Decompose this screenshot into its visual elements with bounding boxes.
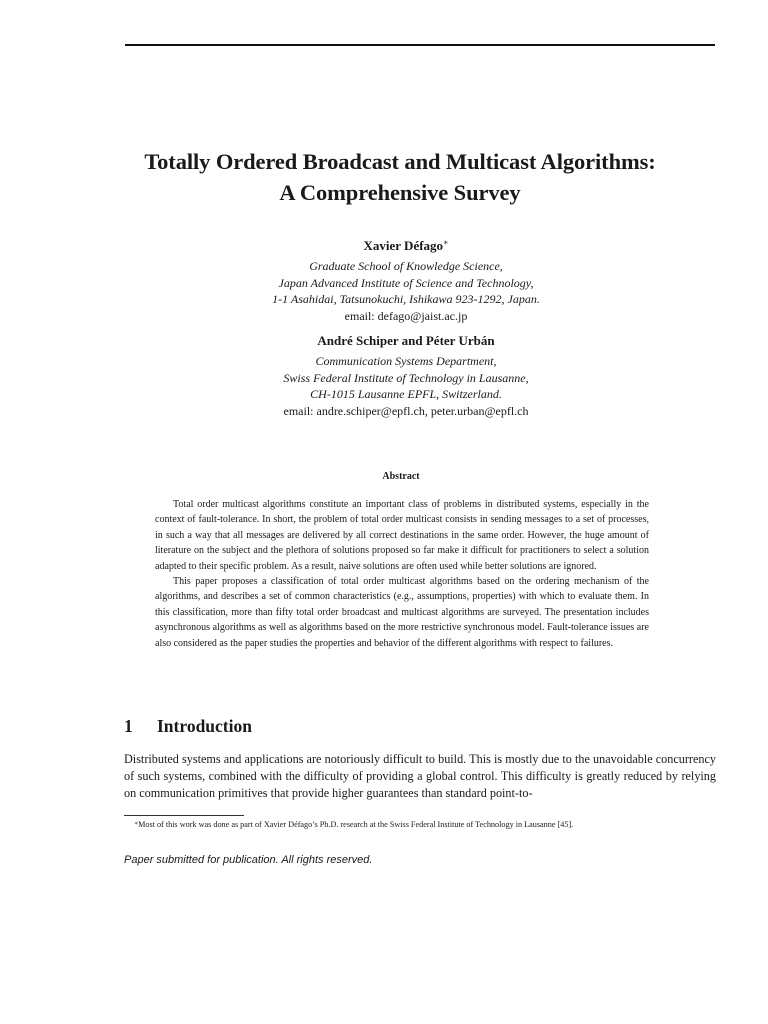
footnote-mark: ∗ <box>134 821 139 827</box>
abstract-body <box>155 497 649 651</box>
abstract-heading: Abstract <box>382 471 420 482</box>
abstract-paragraph-1: Total order multicast algorithms constitute an important class of problems in distributed systems, especially in the context of fault-tolerance. In short, the problem of total order multicast consists in sending messages to a set of processes, in such a way that all messages are delivered by all correct destinations in the same order. However, the huge amount of literature on the subject and the plethora of solutions proposed so far make it difficult for practitioners to select a solution adapted to their specific problem. As a result, naive solutions are often used while better solutions are ignored. <box>155 499 649 572</box>
affiliation-line: Communication Systems Department, <box>315 354 497 368</box>
top-rule <box>125 44 715 46</box>
author-email-2: email: andre.schiper@epfl.ch, peter.urban@epfl.ch <box>283 403 529 418</box>
section-title: Introduction <box>157 716 252 736</box>
paper-title <box>0 146 768 208</box>
introduction-paragraph: Distributed systems and applications are notoriously difficult to build. This is mostly due to the unavoidable concurrency of such systems, combined with the difficulty of providing a global control. This difficulty is greatly reduced by relying on communication primitives that provide higher guarantees than standard point-to- <box>124 752 716 800</box>
author-footnote-mark: ∗ <box>443 238 449 247</box>
section-heading-introduction <box>124 716 252 737</box>
footnote-rule <box>124 815 244 816</box>
author-block-2 <box>0 332 768 419</box>
abstract-paragraph-2: This paper proposes a classification of total order multicast algorithms based on the ordering mechanism of the algorithms, and describes a set of common characteristics (e.g., assumptions, properties) with which to evaluate them. In this classification, more than fifty total order broadcast and multicast algorithms are surveyed. The presentation includes asynchronous algorithms as well as algorithms based on the more restrictive synchronous model. Fault-tolerance issues are also considered as the paper studies the properties and behavior of the different algorithms with respect to failures. <box>155 576 649 649</box>
footnote <box>134 818 734 831</box>
author-email-1: email: defago@jaist.ac.jp <box>344 308 468 323</box>
title-line-2: A Comprehensive Survey <box>279 180 521 205</box>
title-line-1: Totally Ordered Broadcast and Multicast Algorithms: <box>144 149 656 174</box>
author-name-1: Xavier Défago∗ <box>363 238 449 253</box>
section-number: 1 <box>124 716 133 736</box>
affiliation-line: Japan Advanced Institute of Science and Technology, <box>278 275 534 290</box>
footnote-text: Most of this work was done as part of Xavier Défago’s Ph.D. research at the Swiss Federal Institute of Technology in Lausanne [45]. <box>138 820 574 829</box>
author-name-2: André Schiper and Péter Urbán <box>317 333 495 348</box>
affiliation-line: CH-1015 Lausanne EPFL, Switzerland. <box>310 387 502 401</box>
author-block-1 <box>0 234 768 324</box>
affiliation-line: Graduate School of Knowledge Science, <box>309 259 503 273</box>
affiliation-line: Swiss Federal Institute of Technology in Lausanne, <box>283 370 529 385</box>
submission-note: Paper submitted for publication. All rights reserved. <box>124 854 373 866</box>
affiliation-line: 1-1 Asahidai, Tatsunokuchi, Ishikawa 923-1292, Japan. <box>272 292 540 306</box>
introduction-text <box>124 751 716 802</box>
